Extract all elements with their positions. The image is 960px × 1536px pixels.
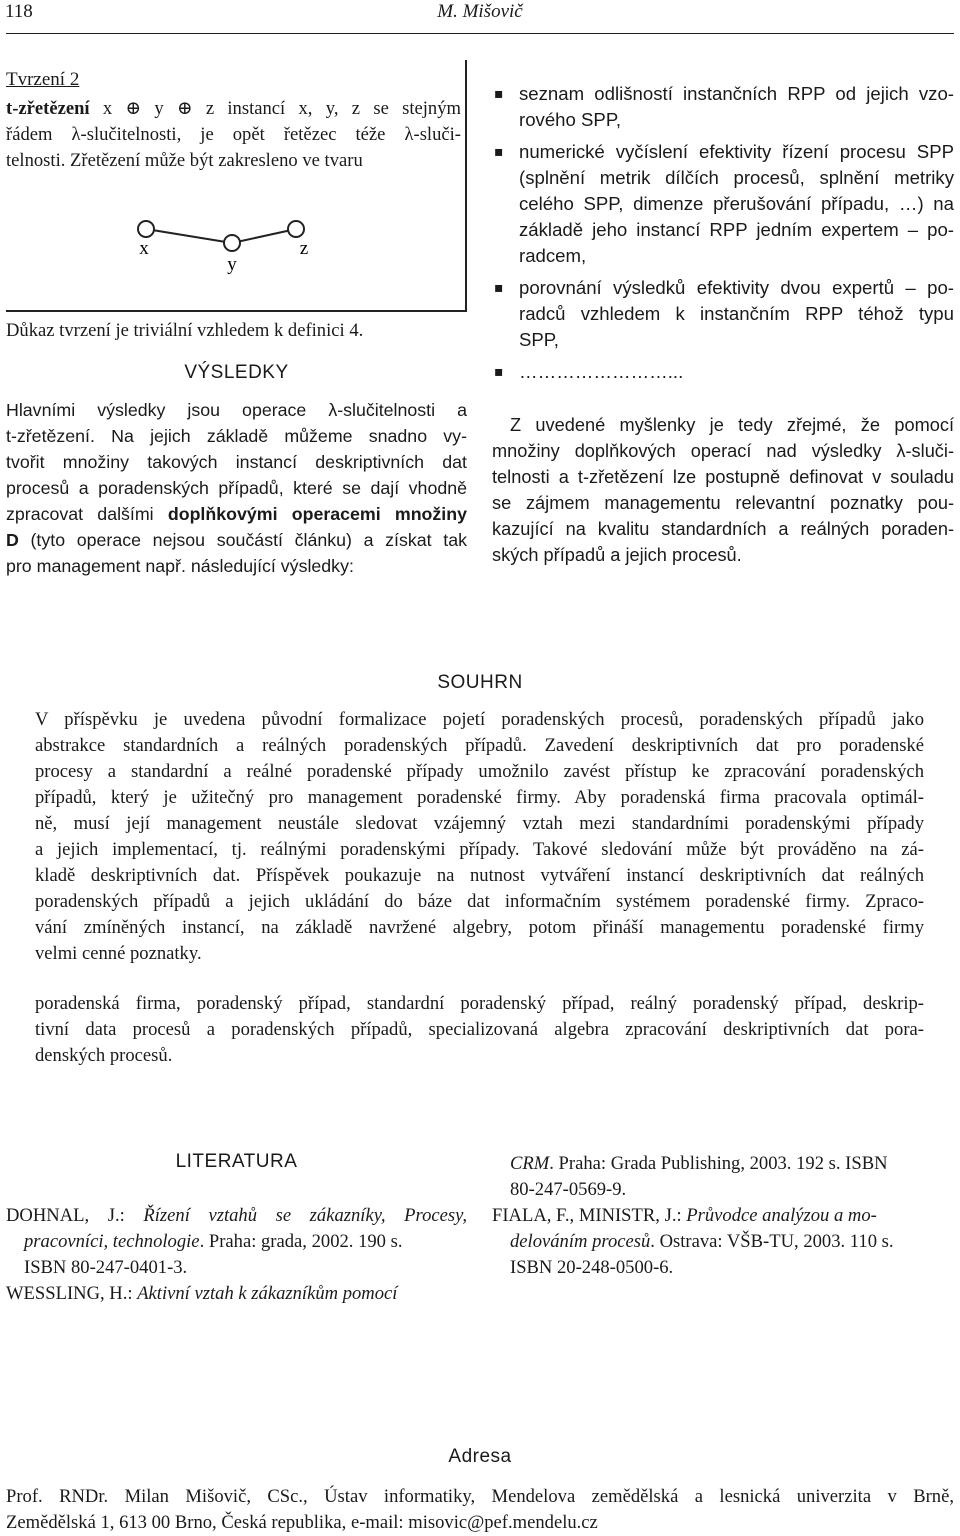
reference-fiala [492, 1203, 954, 1281]
reference-dohnal [6, 1203, 467, 1281]
running-header-author: M. Mišovič [437, 1, 523, 22]
results-bullet-list [492, 81, 954, 391]
results-text [6, 397, 467, 579]
keywords-line: denských procesů. [35, 1045, 173, 1066]
bullet-line: základě jeho instancí RPP jedním expertem – po- [519, 219, 954, 240]
bullet-item [492, 359, 954, 385]
bullet-item [492, 139, 954, 269]
ref-author: WESSLING, H.: [6, 1283, 138, 1304]
bullet-line: ……………………... [519, 361, 684, 382]
bullet-line: numerické vyčíslení efektivity řízení procesu SPP [519, 141, 954, 162]
keywords-line: poradenská firma, poradenský případ, standardní poradenský případ, reálný poradenský případ, deskrip- [35, 993, 924, 1014]
ref-publisher: . Praha: Grada Publishing, 2003. 192 s. ISBN [549, 1153, 888, 1174]
bullet-line: celého SPP, dimenze přerušování případu, …) na [519, 193, 954, 214]
summary-line: poradenských případů a jejich ukládání do báze dat informačním systémem poradenské firmy. Zpraco- [35, 891, 924, 912]
bullet-line: porovnání výsledků efektivity dvou expertů – po- [519, 277, 954, 298]
ref-isbn: 80-247-0569-9. [510, 1179, 627, 1200]
address-block [6, 1484, 954, 1536]
ref-title: pracovníci, technologie [24, 1231, 200, 1252]
theorem-line-2: řádem λ-slučitelnosti, je opět řetězec téže λ-sluči- [6, 124, 461, 145]
summary-line: procesy a standardní a reálné poradenské případy umožnilo zavést přístup ke zpracování poradenských [35, 761, 924, 782]
reference-wessling [6, 1281, 467, 1307]
summary-line: velmi cenné poznatky. [35, 943, 202, 964]
results-line-6b: (tyto operace nejsou součástí článku) a získat tak [18, 530, 467, 550]
results-line-7: pro management např. následující výsledky: [6, 556, 354, 576]
results-line-4: procesů a poradenských případů, které se dají vhodně [6, 478, 467, 498]
summary-text [35, 707, 924, 967]
results-line-1: Hlavními výsledky jsou operace λ-slučitelnosti a [6, 400, 467, 420]
summary-line: kladě deskriptivních dat. Příspěvek poukazuje na nutnost vytváření instancí deskriptivních dat reálných [35, 865, 924, 886]
bullet-line: seznam odlišností instančních RPP od jejich vzo- [519, 83, 954, 104]
address-heading: Adresa [448, 1446, 512, 1467]
header-rule [6, 33, 954, 34]
bullet-marker-icon: ▪ [494, 364, 504, 380]
conclusion-line: ských případů a jejich procesů. [492, 545, 742, 565]
label-z: z [299, 238, 309, 259]
bullet-marker-icon: ▪ [494, 144, 504, 160]
summary-line: ně, musí její management neustále sledovat vzájemný vztah mezi standardními poradenskými případy [35, 813, 924, 834]
bullet-marker-icon: ▪ [494, 280, 504, 296]
ref-title: Řízení vztahů se zákazníky, Procesy, [143, 1205, 467, 1226]
results-line-6-bold: D [6, 530, 19, 550]
concatenation-diagram [6, 206, 467, 286]
conclusion-text [492, 412, 954, 568]
results-line-5a: zpracovat dalšími [6, 504, 168, 524]
ref-author: DOHNAL, J.: [6, 1205, 144, 1226]
edge-x-y [146, 229, 232, 243]
summary-line: abstrakce standardních a reálných poradenských případů. Zavedení deskriptivních dat pro poradenské [35, 735, 924, 756]
bullet-line: SPP, [519, 329, 559, 350]
conclusion-line: telnosti a t-zřetězení lze postupně definovat v souladu [492, 467, 954, 487]
keywords-line: tivní data procesů a poradenských případů, specializovaná algebra zpracování deskriptivních dat pora- [35, 1019, 924, 1040]
reference-wessling-continued [492, 1151, 954, 1203]
summary-line: vání zmíněných instancí, na základě navržené algebry, potom přináší managementu poradenské firmy [35, 917, 924, 938]
label-y: y [227, 254, 237, 275]
label-x: x [139, 238, 149, 259]
conclusion-line: se zájmem managementu relevantní poznatky pou- [492, 493, 954, 513]
proof-text: Důkaz tvrzení je triviální vzhledem k definici 4. [6, 320, 364, 341]
results-heading: VÝSLEDKY [184, 362, 289, 383]
conclusion-line: množiny doplňkových operací nad výsledky λ-sluči- [492, 441, 954, 461]
results-line-2: t-zřetězení. Na jejich základě můžeme snadno vy- [6, 426, 467, 446]
summary-line: a jejich implementací, tj. reálnými poradenskými případy. Takové sledování může být prováděno na zá- [35, 839, 924, 860]
ref-author: FIALA, F., MINISTR, J.: [492, 1205, 687, 1226]
bullet-item [492, 275, 954, 353]
bullet-marker-icon: ▪ [494, 86, 504, 102]
ref-title: Průvodce analýzou a mo- [686, 1205, 877, 1226]
bullet-item [492, 81, 954, 133]
summary-line: V příspěvku je uvedena původní formalizace pojetí poradenských procesů, poradenských případů jako [35, 709, 924, 730]
theorem-line-1: x ⊕ y ⊕ z instancí x, y, z se stejným [89, 98, 461, 119]
keywords-text [35, 991, 924, 1069]
theorem-line-3: telnosti. Zřetězení může být zakresleno ve tvaru [6, 150, 363, 171]
address-line-2: Zemědělská 1, 613 00 Brno, Česká republika, e-mail: misovic@pef.mendelu.cz [6, 1512, 598, 1533]
literature-heading: LITERATURA [175, 1151, 298, 1172]
ref-publisher: . Praha: grada, 2002. 190 s. [199, 1231, 403, 1252]
ref-title: delováním procesů [510, 1231, 651, 1252]
node-y [224, 235, 240, 251]
page-number: 118 [5, 1, 33, 22]
bullet-line: rového SPP, [519, 109, 621, 130]
results-line-3: tvořit množiny takových instancí deskriptivních dat [6, 452, 467, 472]
theorem-term: t-zřetězení [6, 98, 90, 119]
conclusion-line: kazující na kvalitu standardních a reálných poraden- [492, 519, 954, 539]
conclusion-line: Z uvedené myšlenky je tedy zřejmé, že pomocí [510, 415, 954, 435]
results-line-5-bold: doplňkovými operacemi množiny [167, 504, 467, 524]
edge-y-z [232, 229, 296, 243]
node-z [288, 221, 304, 237]
ref-isbn: ISBN 20-248-0500-6. [510, 1257, 674, 1278]
theorem-heading: Tvrzení 2 [6, 69, 80, 90]
summary-line: případů, který je užitečný pro management poradenské firmy. Aby poradenská firma pracovala optimál- [35, 787, 924, 808]
theorem-text [6, 96, 467, 174]
bullet-line: (splnění metrik dílčích procesů, splnění metriky [519, 167, 954, 188]
ref-isbn: ISBN 80-247-0401-3. [24, 1257, 188, 1278]
summary-heading: SOUHRN [437, 672, 523, 693]
ref-title: CRM [510, 1153, 550, 1174]
bullet-line: radcem, [519, 245, 587, 266]
address-line-1: Prof. RNDr. Milan Mišovič, CSc., Ústav informatiky, Mendelova zemědělská a lesnická univerzita v Brně, [6, 1486, 954, 1507]
ref-title: Aktivní vztah k zákazníkům pomocí [137, 1283, 398, 1304]
bullet-line: radců vzhledem k instančním RPP téhož typu [519, 303, 954, 324]
ref-publisher: . Ostrava: VŠB-TU, 2003. 110 s. [650, 1231, 894, 1252]
node-x [138, 221, 154, 237]
